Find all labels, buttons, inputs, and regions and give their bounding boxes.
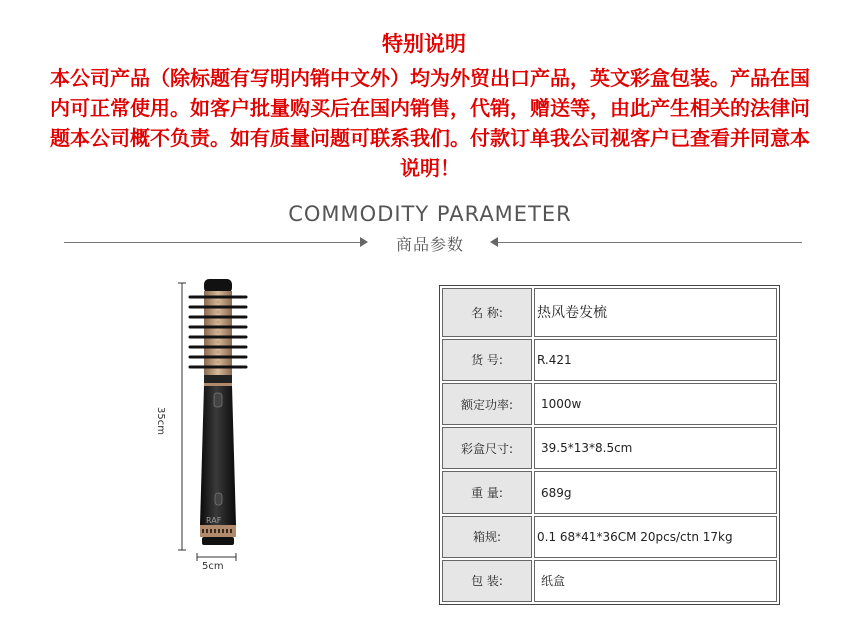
param-value: 0.1 68*41*36CM 20pcs/ctn 17kg (534, 516, 777, 558)
param-value: 1000w (534, 383, 777, 425)
table-row (442, 516, 777, 558)
table-row (442, 427, 777, 469)
arrow-left-icon (490, 237, 498, 247)
notice-title: 特别说明 (382, 32, 466, 56)
param-label: 货 号: (442, 339, 532, 381)
param-value: R.421 (534, 339, 777, 381)
param-value: 39.5*13*8.5cm (534, 427, 777, 469)
parameter-table (439, 285, 780, 605)
width-dimension-label: 5cm (202, 561, 224, 572)
param-label: 重 量: (442, 471, 532, 513)
table-row (442, 560, 777, 602)
param-value: 689g (534, 471, 777, 513)
section-title: COMMODITY PARAMETER (288, 202, 572, 226)
brand-mark: RAF (206, 516, 222, 525)
height-dimension-label: 35cm (155, 407, 166, 435)
section-subtitle: 商品参数 (395, 235, 464, 254)
table-row (442, 471, 777, 513)
product-image (155, 275, 280, 575)
param-value: 纸盒 (534, 560, 777, 602)
divider-right (498, 242, 802, 243)
table-row (442, 339, 777, 381)
table-row (442, 383, 777, 425)
table-row (442, 288, 777, 337)
param-value: 热风卷发梳 (534, 288, 777, 337)
param-label: 箱规: (442, 516, 532, 558)
param-label: 彩盒尺寸: (442, 427, 532, 469)
param-label: 名 称: (442, 288, 532, 337)
param-label: 包 装: (442, 560, 532, 602)
hair-brush-illustration (160, 275, 280, 575)
param-label: 额定功率: (442, 383, 532, 425)
notice-body: 本公司产品（除标题有写明内销中文外）均为外贸出口产品，英文彩盒包装。产品在国内可正常使用。如客户批量购买后在国内销售，代销，赠送等，由此产生相关的法律问题本公司概不负责。如有质量问题可联系我们。付款订单我公司视客户已查看并同意本说明！ (50, 66, 810, 180)
